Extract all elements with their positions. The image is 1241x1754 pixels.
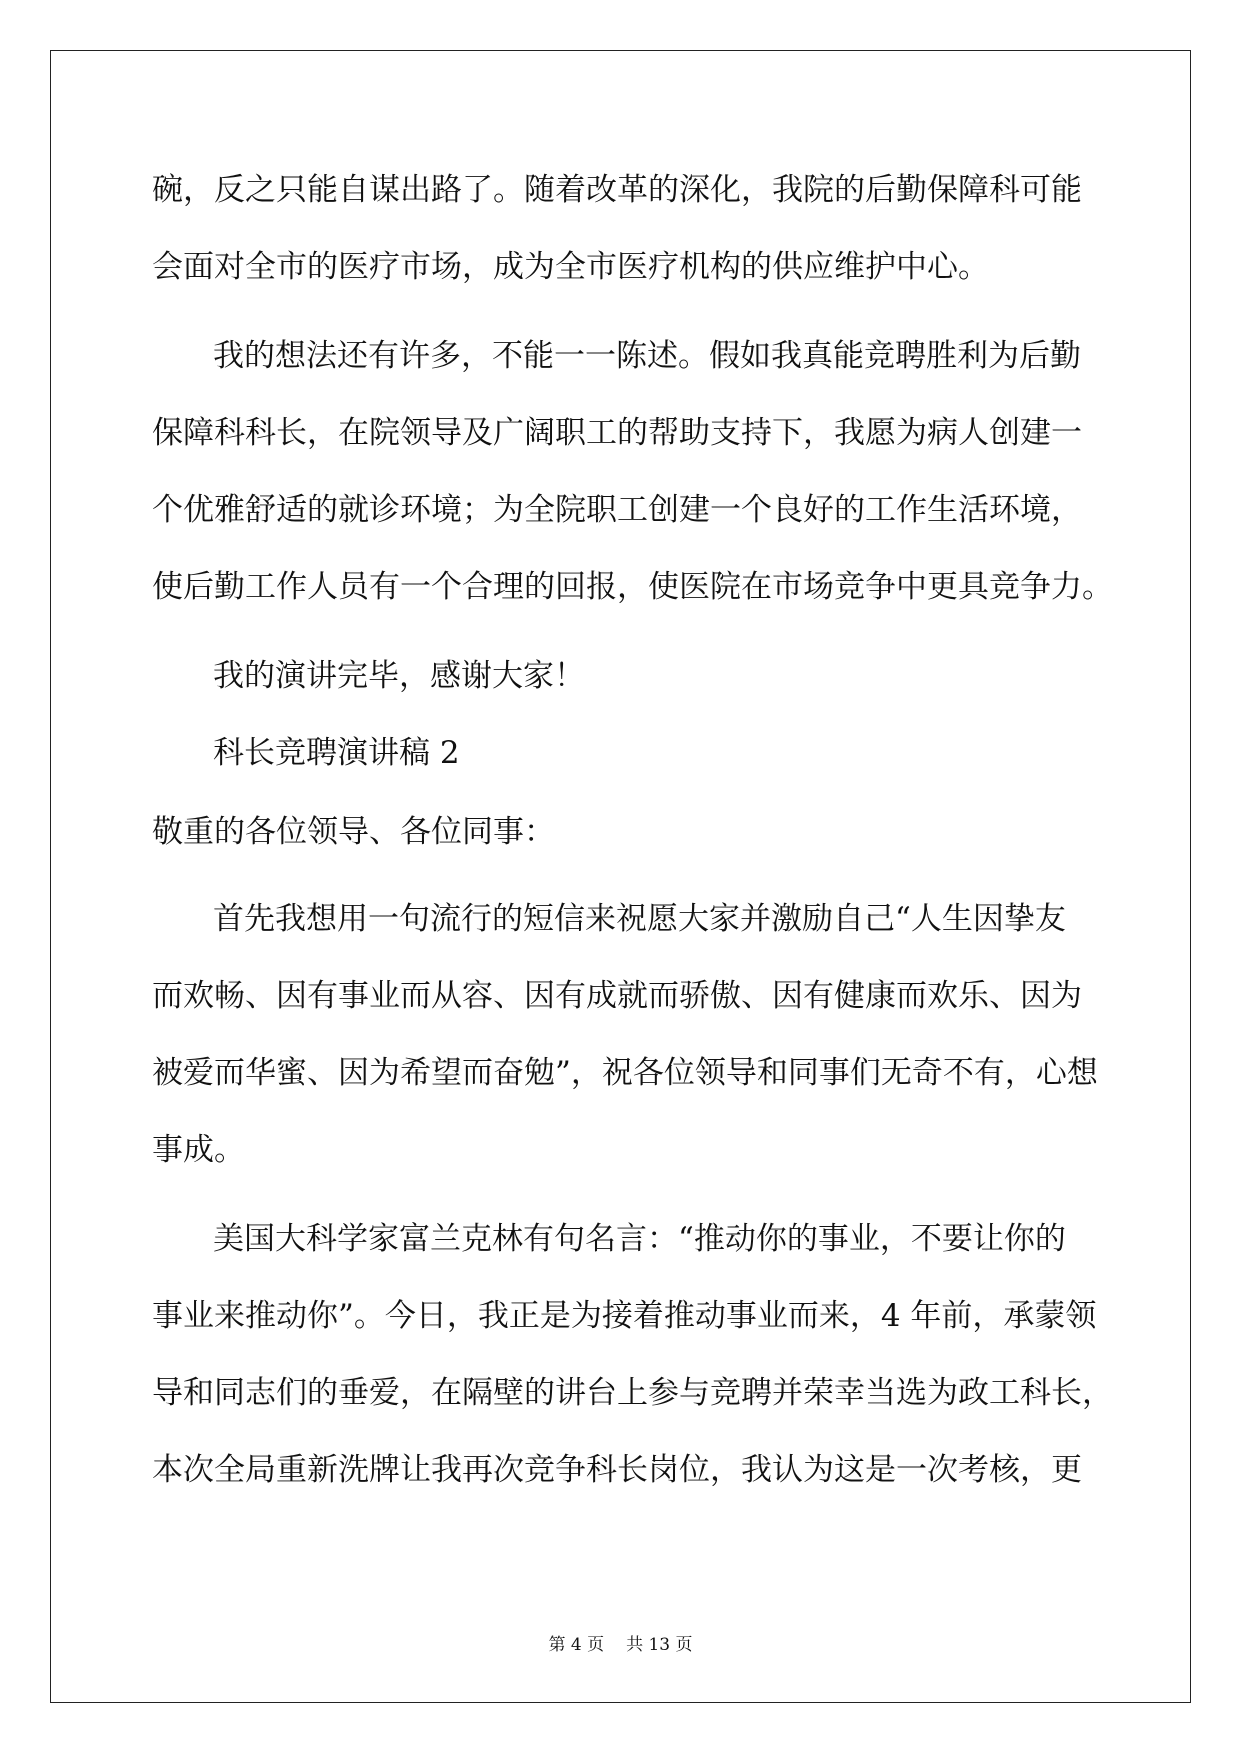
- text-line: 碗，反之只能自谋出路了。随着改革的深化，我院的后勤保障科可能: [152, 172, 1082, 208]
- text-line: 会面对全市的医疗市场，成为全市医疗机构的供应维护中心。: [152, 249, 989, 285]
- text-line: 而欢畅、因有事业而从容、因有成就而骄傲、因有健康而欢乐、因为: [152, 978, 1082, 1014]
- text-line: 被爱而华蜜、因为希望而奋勉”，祝各位领导和同事们无奇不有，心想: [152, 1055, 1098, 1091]
- section-heading: 科长竞聘演讲稿 2: [213, 735, 460, 771]
- text-line: 美国大科学家富兰克林有句名言：“推动你的事业，不要让你的: [213, 1221, 1066, 1257]
- text-line: 事成。: [152, 1132, 245, 1168]
- text-line: 导和同志们的垂爱，在隔壁的讲台上参与竞聘并荣幸当选为政工科长，: [152, 1375, 1113, 1411]
- text-line: 首先我想用一句流行的短信来祝愿大家并激励自己“人生因挚友: [213, 901, 1066, 937]
- text-line: 个优雅舒适的就诊环境；为全院职工创建一个良好的工作生活环境，: [152, 492, 1082, 528]
- page-number: 第 4 页: [548, 1635, 605, 1655]
- text-line: 事业来推动你”。今日，我正是为接着推动事业而来，4 年前，承蒙领: [152, 1298, 1097, 1334]
- text-line: 保障科科长，在院领导及广阔职工的帮助支持下，我愿为病人创建一: [152, 415, 1082, 451]
- salutation: 敬重的各位领导、各位同事：: [152, 814, 555, 850]
- page-total: 共 13 页: [626, 1635, 693, 1655]
- text-line: 使后勤工作人员有一个合理的回报，使医院在市场竞争中更具竞争力。: [152, 569, 1113, 605]
- text-line: 本次全局重新洗牌让我再次竞争科长岗位，我认为这是一次考核，更: [152, 1452, 1082, 1488]
- page-footer: [0, 1630, 1241, 1655]
- text-line: 我的演讲完毕，感谢大家！: [213, 658, 585, 694]
- text-line: 我的想法还有许多，不能一一陈述。假如我真能竞聘胜利为后勤: [213, 338, 1081, 374]
